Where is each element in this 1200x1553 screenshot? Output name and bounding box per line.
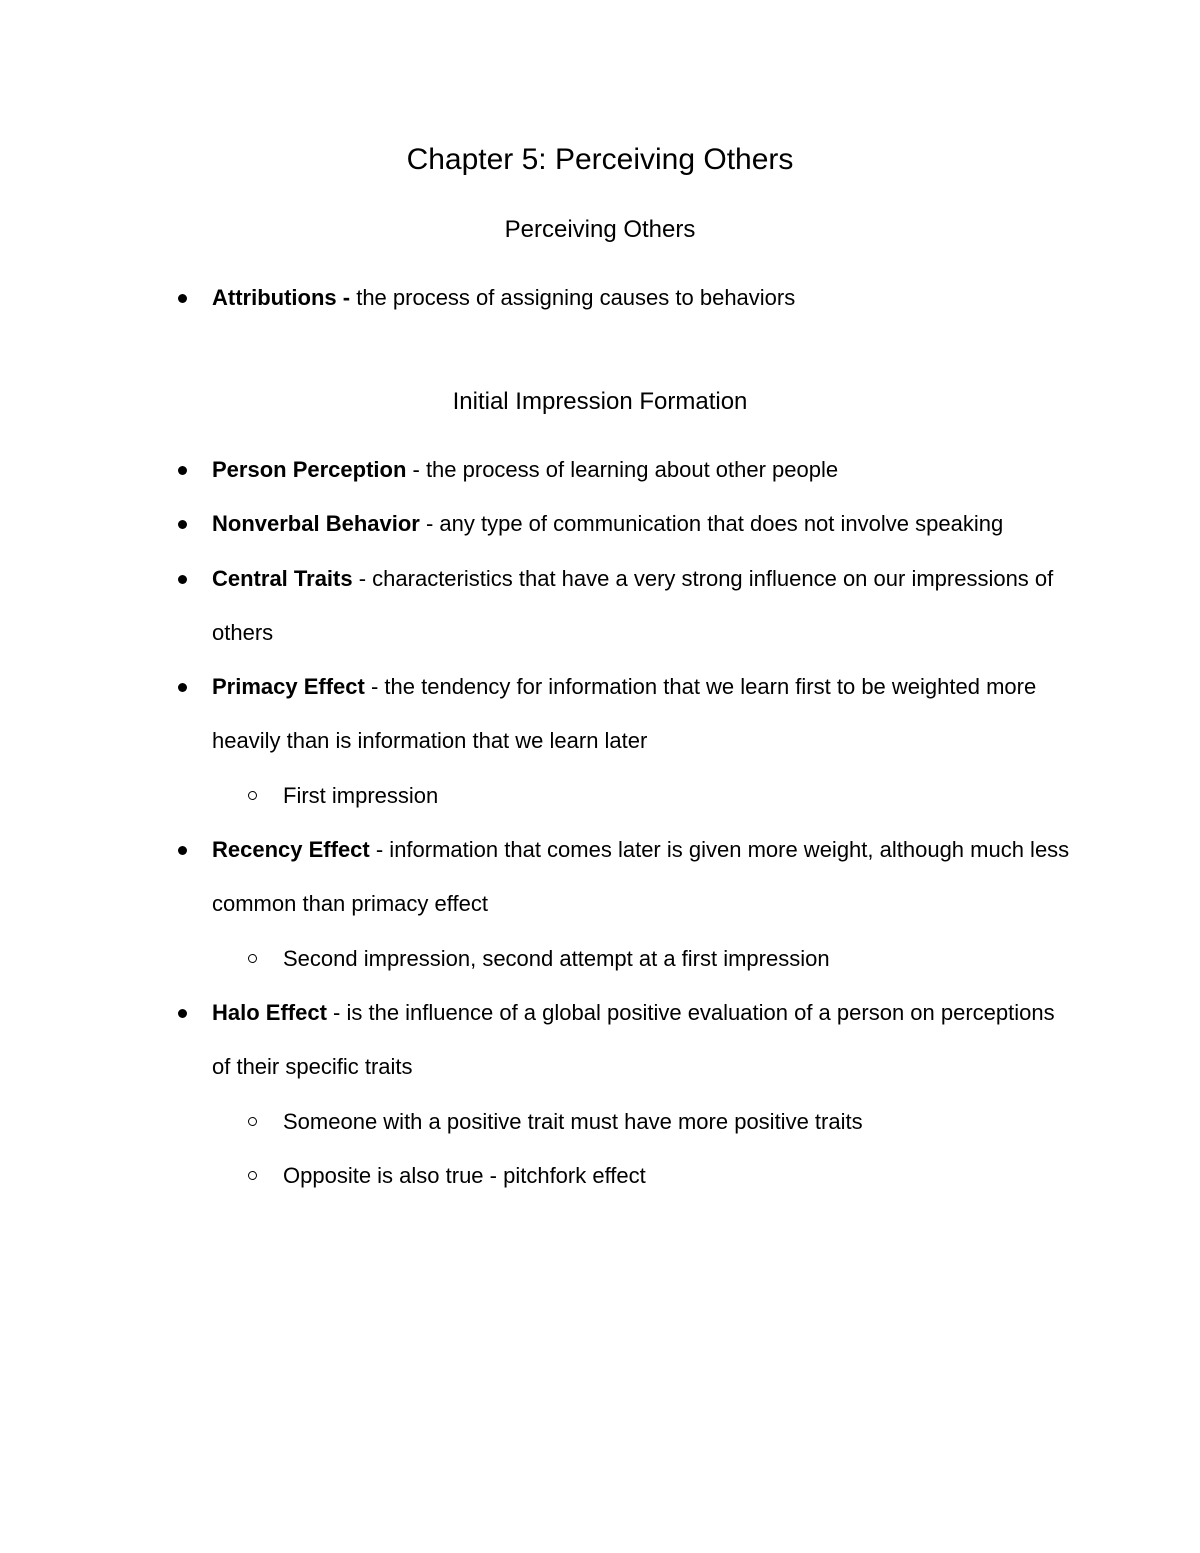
sub-list-item-positive-traits [0, 1095, 1200, 1149]
bullet-icon [178, 846, 187, 855]
section-heading-perceiving-others: Perceiving Others [504, 216, 696, 243]
bullet-icon [178, 520, 187, 529]
list-item-primacy-effect [0, 660, 1200, 769]
list-item-nonverbal-behavior [0, 497, 1200, 551]
term: Person Perception [212, 457, 407, 482]
sub-list-item-second-impression [0, 932, 1200, 986]
list-item-person-perception [0, 443, 1200, 497]
definition: - any type of communication that does not involve speaking [419, 511, 1004, 537]
term: Attributions - [212, 285, 351, 310]
definition: - information that comes later is given more weight, although much less common than primacy effect [212, 837, 1070, 917]
bullet-icon [178, 1009, 187, 1018]
term: Recency Effect [212, 837, 370, 863]
term: Primacy Effect [212, 674, 365, 700]
sub-item-text: Opposite is also true - pitchfork effect [283, 1162, 646, 1188]
list-item-halo-effect [0, 986, 1200, 1095]
perceiving-others-list [0, 271, 1200, 325]
sub-item-text: Second impression, second attempt at a first impression [283, 945, 830, 971]
list-item-attributions [0, 271, 1200, 325]
term: Nonverbal Behavior [212, 511, 420, 537]
document-title: Chapter 5: Perceiving Others [406, 143, 794, 176]
definition: the process of assigning causes to behaviors [350, 285, 796, 310]
definition: - the process of learning about other people [406, 457, 839, 482]
bullet-icon [178, 466, 187, 475]
list-item-recency-effect [0, 823, 1200, 932]
bullet-icon [178, 294, 187, 303]
sub-item-text: First impression [283, 782, 439, 808]
initial-impression-list [0, 443, 1200, 1203]
definition: - the tendency for information that we learn first to be weighted more heavily than is information that we learn later [212, 674, 1037, 754]
hollow-bullet-icon [248, 1171, 257, 1180]
term: Central Traits [212, 565, 353, 591]
list-item-central-traits [0, 552, 1200, 661]
hollow-bullet-icon [248, 791, 257, 800]
hollow-bullet-icon [248, 1117, 257, 1126]
section-heading-initial-impression: Initial Impression Formation [452, 388, 748, 415]
sub-item-text: Someone with a positive trait must have more positive traits [283, 1108, 863, 1134]
term: Halo Effect [212, 999, 327, 1025]
definition: - is the influence of a global positive evaluation of a person on perceptions of their specific traits [212, 999, 1055, 1080]
hollow-bullet-icon [248, 954, 257, 963]
bullet-icon [178, 683, 187, 692]
sub-list-item-pitchfork-effect [0, 1149, 1200, 1203]
definition: - characteristics that have a very strong influence on our impressions of others [212, 565, 1054, 645]
bullet-icon [178, 575, 187, 584]
sub-list-item-first-impression [0, 769, 1200, 823]
